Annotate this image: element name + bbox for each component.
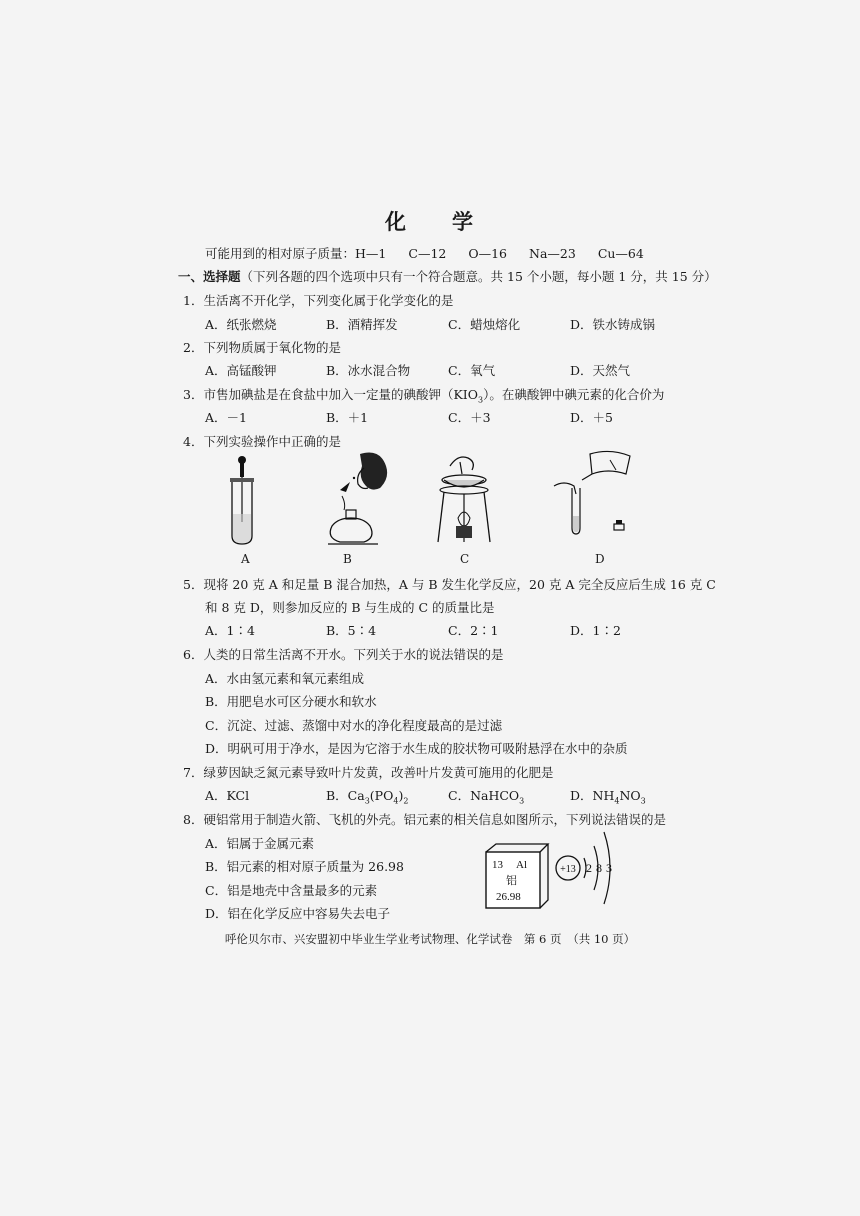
electron-shell-1: 2 [586, 861, 592, 875]
option [326, 786, 408, 806]
subscript: 3 [364, 796, 370, 806]
question-6-stem: 6．人类的日常生活离不开水。下列关于水的说法错误的是 [183, 647, 504, 662]
diagram-label-a: A [241, 552, 250, 566]
title-char-1: 化 [385, 209, 408, 234]
element-symbol: Al [516, 859, 527, 871]
diagram-label-d: D [595, 552, 605, 566]
option: D．铁水铸成锅 [570, 317, 656, 332]
atomic-masses-label: 可能用到的相对原子质量： [205, 246, 356, 261]
element-name: 铝 [506, 874, 517, 887]
option: B．酒精挥发 [326, 317, 398, 332]
option: A．纸张燃烧 [205, 317, 277, 332]
element-mass: 26.98 [496, 891, 521, 903]
electron-shell-3: 3 [606, 861, 612, 875]
atomic-mass: C—12 [408, 246, 447, 261]
option: B．用肥皂水可区分硬水和软水 [205, 694, 377, 709]
formula-part: NO [619, 788, 641, 803]
question-5-stem-line1: 5．现将 20 克 A 和足量 B 混合加热，A 与 B 发生化学反应，20 克 A 完全反应后生成 16 克 C [183, 577, 716, 592]
atomic-mass: Na—23 [529, 246, 576, 261]
formula-part: B．Ca [326, 788, 365, 803]
element-number: 13 [492, 859, 503, 871]
option: B．冰水混合物 [326, 363, 411, 378]
diagram-label-c: C [460, 552, 470, 566]
stem-part: 3．市售加碘盐是在食盐中加入一定量的碘酸钾（KIO [183, 387, 478, 402]
subscript: 3 [519, 796, 525, 806]
question-4-stem: 4．下列实验操作中正确的是 [183, 434, 341, 449]
option: C．氧气 [448, 363, 496, 378]
question-2-stem: 2．下列物质属于氧化物的是 [183, 340, 341, 355]
option [570, 786, 646, 806]
atomic-mass: O—16 [468, 246, 508, 261]
option: A．KCl [205, 788, 250, 803]
subscript: 3 [640, 796, 646, 806]
atom-structure-diagram [552, 822, 622, 922]
section-note: （下列各题的四个选项中只有一个符合题意。共 15 个小题，每小题 1 分，共 15 分） [240, 269, 717, 284]
page-title [0, 206, 860, 236]
diagram-b-alcohol-lamp-icon [320, 448, 395, 548]
option: C．2∶1 [448, 623, 499, 638]
subscript: 3 [477, 395, 484, 405]
electron-shell-2: 8 [596, 861, 602, 875]
element-cell [484, 842, 550, 912]
subscript: 4 [614, 796, 620, 806]
option: C．铝是地壳中含量最多的元素 [205, 883, 378, 898]
option: D．铝在化学反应中容易失去电子 [205, 906, 391, 921]
option: D．＋5 [570, 410, 613, 425]
subscript: 2 [403, 796, 409, 806]
option: A．1∶4 [205, 623, 255, 638]
option: A．铝属于金属元素 [205, 836, 315, 851]
formula-part: C．NaHCO [448, 788, 520, 803]
diagram-label-b: B [343, 552, 352, 566]
formula-part: D．NH [570, 788, 615, 803]
option: B．铝元素的相对原子质量为 26.98 [205, 859, 404, 874]
option: B．＋1 [326, 410, 369, 425]
question-1-stem: 1．生活离不开化学，下列变化属于化学变化的是 [183, 293, 454, 308]
option: D．1∶2 [570, 623, 621, 638]
title-char-2: 学 [452, 209, 475, 234]
section-heading [178, 267, 717, 285]
option: B．5∶4 [326, 623, 377, 638]
formula-part: (PO [369, 788, 394, 803]
question-3-stem [183, 385, 664, 405]
option [448, 786, 524, 806]
atomic-mass: H—1 [355, 246, 387, 261]
formula-part: ) [398, 788, 404, 803]
section-title: 一、选择题 [178, 269, 241, 284]
atomic-mass: Cu—64 [597, 246, 644, 261]
diagram-d-pouring-icon [550, 446, 645, 546]
question-7-stem: 7．绿萝因缺乏氮元素导致叶片发黄，改善叶片发黄可施用的化肥是 [183, 765, 554, 780]
stem-part: ）。在碘酸钾中碘元素的化合价为 [483, 387, 665, 402]
question-5-stem-line2: 和 8 克 D，则参加反应的 B 与生成的 C 的质量比是 [205, 600, 495, 615]
subscript: 4 [393, 796, 399, 806]
question-8-stem: 8．硬铝常用于制造火箭、飞机的外壳。铝元素的相关信息如图所示，下列说法错误的是 [183, 812, 666, 827]
option: A．高锰酸钾 [205, 363, 277, 378]
nucleus-charge: +13 [560, 864, 576, 875]
option: A．水由氢元素和氧元素组成 [205, 671, 365, 686]
option: C．沉淀、过滤、蒸馏中对水的净化程度最高的是过滤 [205, 718, 503, 733]
atomic-masses [205, 244, 666, 262]
page-footer: 呼伦贝尔市、兴安盟初中毕业生学业考试物理、化学试卷 第 6 页 （共 10 页） [224, 932, 636, 946]
option: C．＋3 [448, 410, 491, 425]
option: D．明矾可用于净水，是因为它溶于水生成的胶状物可吸附悬浮在水中的杂质 [205, 741, 628, 756]
option: D．天然气 [570, 363, 631, 378]
diagram-a-dropper-icon [220, 452, 270, 547]
diagram-c-evaporation-icon [432, 448, 497, 548]
option: C．蜡烛熔化 [448, 317, 521, 332]
option: A．－1 [205, 410, 247, 425]
